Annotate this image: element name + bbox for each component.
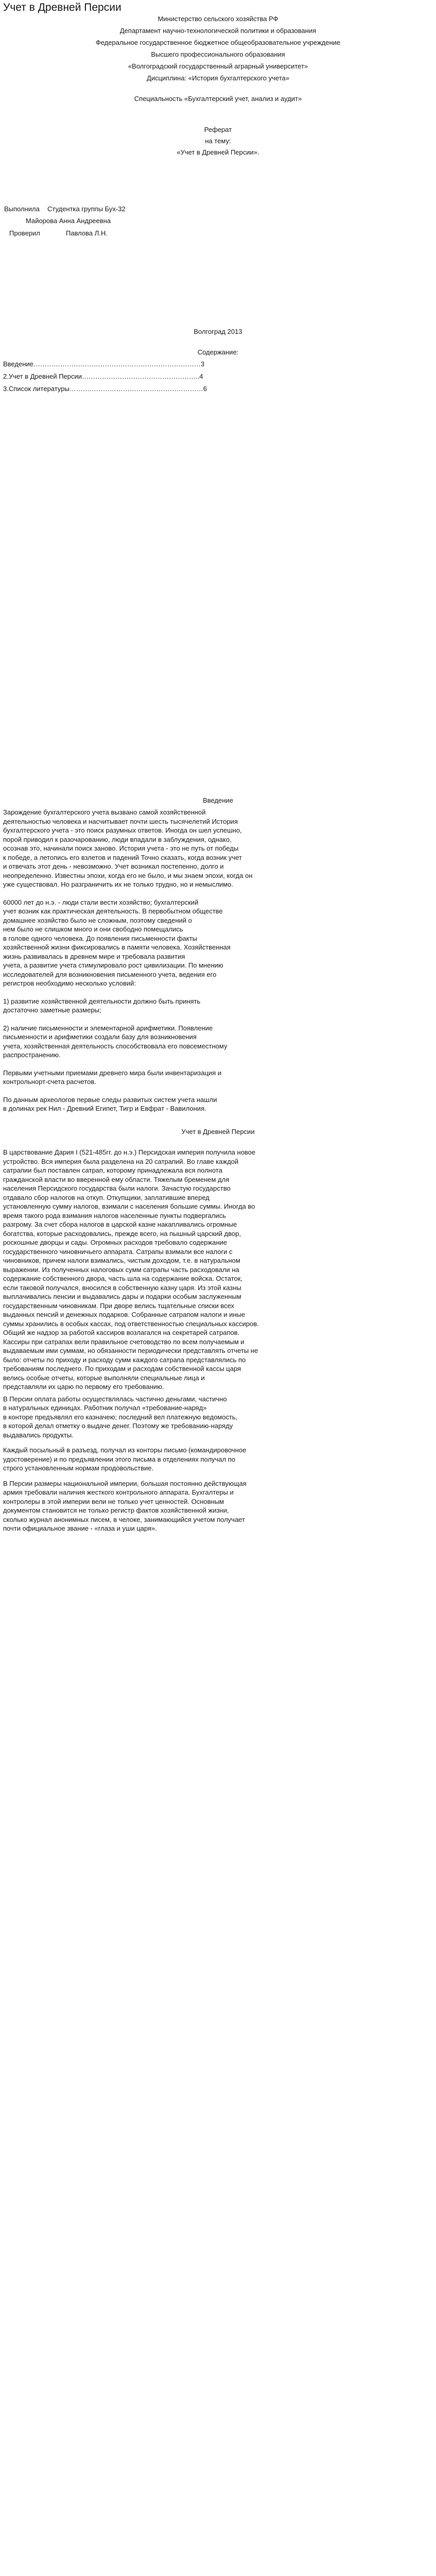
checked-name: Павлова Л.Н. bbox=[66, 229, 108, 237]
chapter-paragraph: В Персии оплата работы осуществлялась частично деньгами, частично в натуральных единицах. Работник получал «требование-наряд» в конторе предъявлял его казначею; последний вел платежную ведомость, в которой делал отметку о выдаче денег. Поэтому же требованию-наряду выдавались продукты. bbox=[3, 1395, 238, 1439]
specialty-line: Специальность «Бухгалтерский учет, анализ и аудит» bbox=[134, 95, 302, 103]
performed-group: Студентка группы Бух-32 bbox=[47, 205, 126, 213]
department-line: Департамент научно-технологической политики и образования bbox=[119, 27, 317, 35]
intro-heading: Введение bbox=[203, 796, 233, 804]
chapter-body bbox=[3, 1148, 415, 1533]
university-line: «Волгоградский государственный аграрный университет» bbox=[128, 62, 308, 70]
ministry-line: Министерство сельского хозяйства РФ bbox=[158, 15, 278, 23]
intro-paragraph: 2) наличие письменности и элементарной арифметики. Появление письменности и арифметики создали базу для возникновения учета, хозяйственная деятельность способствовала его повсеместному распространению. bbox=[3, 1024, 228, 1059]
toc-item: 2.Учет в Древней Персии……………………………………………..4 bbox=[3, 372, 203, 380]
document-title: Учет в Древней Персии bbox=[3, 2, 121, 13]
toc-item: 3.Список литературы……………………………………………………6 bbox=[3, 385, 207, 393]
chapter-heading: Учет в Древней Персии bbox=[181, 1128, 255, 1136]
toc-heading: Содержание: bbox=[197, 348, 239, 356]
performed-label: Выполнила bbox=[4, 205, 40, 213]
intro-paragraph: По данным археологов первые следы развитых систем учета нашли в долинах рек Нил - Древний Египет, Тигр и Евфрат - Вавилония. bbox=[3, 1095, 217, 1112]
intro-paragraph: Первыми учетными приемами древнего мира были инвентаризация и контрольнорт-счета расчетов. bbox=[3, 1069, 222, 1086]
work-topic: «Учет в Древней Персии». bbox=[177, 148, 259, 156]
performed-name: Майорова Анна Андреевна bbox=[26, 217, 111, 225]
checked-label: Проверил bbox=[9, 229, 40, 237]
city-year: Волгоград 2013 bbox=[194, 328, 242, 335]
chapter-paragraph: В царствование Дария I (521-485гг. до н.э.) Персидская империя получила новое устройство. Вся империя была разделена на 20 сатрапий. Во главе каждой сатрапии был поставлен сатрап, которому принадлежала вся полнота гражданской власти во вверенной ему области. Тяжелым бременем для населения Персидского государства были налоги. Зачастую государство отдавало сбор налогов на откуп. Откупщики, заплатившие вперед установленную сумму налогов, взимали с населения большие суммы. Иногда во время такого рода взимания налогов населенные пункты подвергались разгрому. За счет сбора налогов в царской казне накапливались огромные богатства, которые расходовались, прежде всего, на пышный царский двор, роскошные дворцы и сады. Огромных расходов требовало содержание государственного чиновничьего аппарата. Сатрапы взимали все налоги с чиновников, причем налоги взимались, чистым доходом, т.е. в натуральном выражении. Из полученных налоговых сумм сатрапы часть расходовали на содержание собственного двора, часть шла на содержание войска. Остаток, если таковой получался, вносился в собственную казну царя. Из этой казны выплачивались пенсии и выдавались дары и подарки особым заслуженным государственным чиновникам. При дворе велись тщательные списки всех выданных пенсий и денежных подарков. Собранные сатрапом налоги и иные суммы хранились в особых кассах, под ответственностью специальных кассиров. Общий же надзор за работой кассиров возлагался на секретарей сатрапов. Кассиры при сатрапах вели правильное счетоводство по всем получаемым и выдаваемым ими суммам, но обязанности периодически представлять отчеты не было: отчеты по приходу и расходу сумм каждого сатрапа представлялись по требованиям последнего. По приходам и расходам собственной кассы царя велись особые отчеты, которые выполняли специальные лица и представляли их царю по первому его требованию. bbox=[3, 1148, 259, 1391]
topic-label: на тему: bbox=[205, 137, 231, 145]
intro-paragraph: Зарождение бухгалтерского учета вызвано самой хозяйственной деятельностью человека и насчитывает почти шесть тысячелетий История бухгалтерского учета - это поиск разумных ответов. Иногда он шел успешно, порой приводил к разочарованию, люди впадали в заблуждения, однако, осознав это, начинали поиск заново. История учета - это не путь от победы к победе, а летопись его взлетов и падений Точно сказать, когда возник учет и отвечать этот день - невозможно. Учет возникал постепенно, долго и неопределенно. Известны эпохи, когда его не было, и мы знаем эпохи, когда он уже существовал. Но разграничить их не только трудно, но и немыслимо. bbox=[3, 808, 253, 888]
intro-paragraph: 1) развитие хозяйственной деятельности должно быть принять достаточно заметные размеры; bbox=[3, 997, 201, 1014]
toc-item: Введение…………………………………………………………………3 bbox=[3, 360, 205, 368]
institution-type-line: Федеральное государственное бюджетное общеобразовательное учреждение bbox=[95, 39, 341, 46]
intro-body bbox=[3, 808, 415, 1122]
toc-list bbox=[3, 360, 207, 397]
intro-paragraph: 60000 лет до н.э. - люди стали вести хозяйство; бухгалтерский учет возник как практическая деятельность. В первобытном обществе домашнее хозяйство было не сложным, поэтому сведений о нем было не слишком много и они свободно помещались в голове одного человека. До появления письменности факты хозяйственной жизни фиксировались в памяти человека. Хозяйственная жизнь развивалась в древнем мире и требовала развития учета, а развитие учета стимулировало рост цивилизации. По мнению исследователей для возникновения письменного учета, ведения его регистров необходимо несколько условий: bbox=[3, 898, 231, 987]
chapter-paragraph: Каждый посыльный в разъезд, получал из конторы письмо (командировочное удостоверение) и по предъявлении этого письма в отделениях получал по строго установленным нормам продовольствие. bbox=[3, 1446, 247, 1472]
title-page-header bbox=[0, 14, 436, 83]
work-type: Реферат bbox=[204, 126, 232, 133]
education-level-line: Высшего профессионального образования bbox=[151, 50, 285, 58]
work-title-block bbox=[0, 125, 436, 158]
discipline-line: Дисциплина: «История бухгалтерского учета» bbox=[147, 74, 289, 82]
chapter-paragraph: В Персии размеры национальной империи, большая постоянно действующая армия требовали наличия жесткого контрольного аппарата. Бухгалтеры и контролеры в этой империи вели не только учет ценностей. Основным документом становится не только регистр фактов хозяйственной жизни, сколько журнал анонимных писем, в челоке, занимающийся учетом получает почти официальное звание - «глаза и уши царя». bbox=[3, 1479, 247, 1532]
